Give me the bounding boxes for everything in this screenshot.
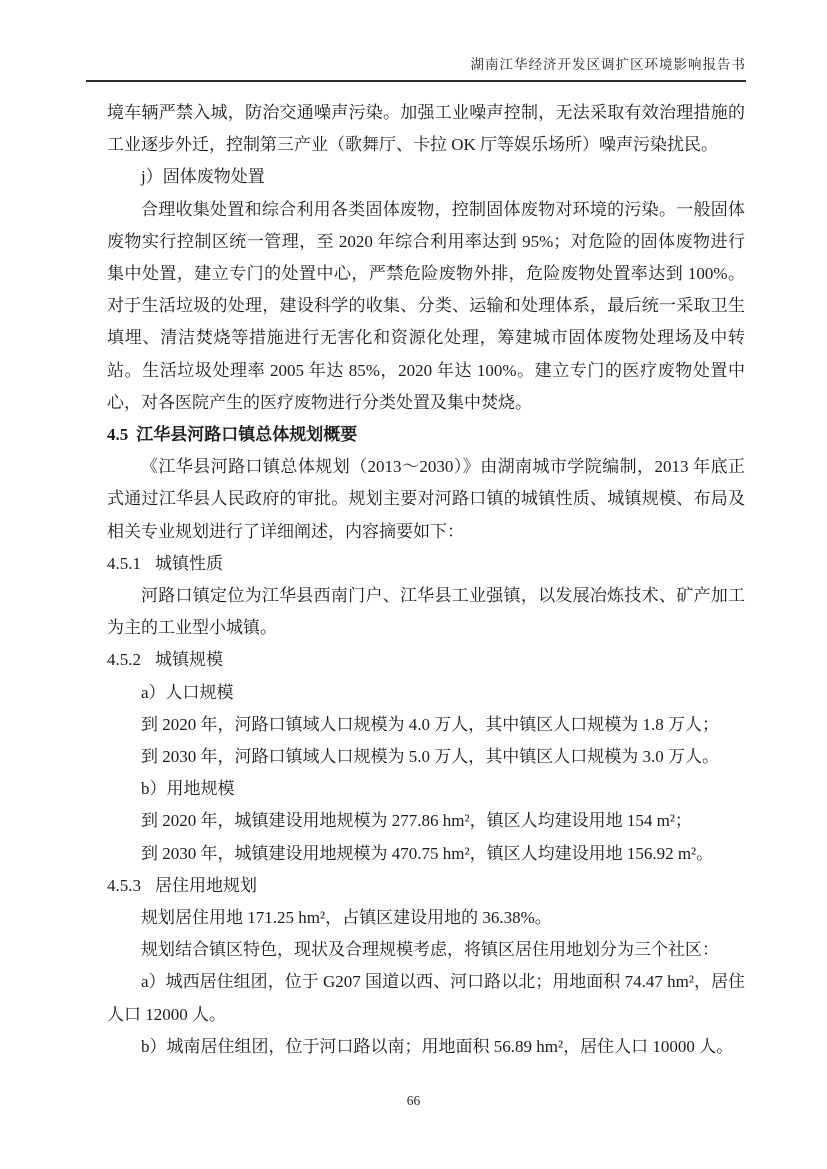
paragraph-land-label: b）用地规模 (141, 779, 235, 799)
section-heading-4-5-1-number: 4.5.1 (107, 553, 141, 573)
section-heading-4-5-3-title: 居住用地规划 (155, 875, 257, 895)
paragraph-population-label: a）人口规模 (141, 682, 234, 702)
page-header (86, 55, 746, 82)
section-heading-4-5-2 (107, 644, 745, 676)
paragraph-solid-waste-label: j）固体废物处置 (141, 167, 265, 187)
paragraph-town-nature: 河路口镇定位为江华县西南门户、江华县工业强镇，以发展冶炼技术、矿产加工为主的工业型小城镇。 (107, 586, 745, 638)
section-heading-4-5-1 (107, 548, 745, 580)
section-heading-4-5-1-title: 城镇性质 (155, 553, 223, 573)
paragraph-residential-land: 规划居住用地 171.25 hm²，占镇区建设用地的 36.38%。 (141, 908, 552, 928)
running-header-title: 湖南江华经济开发区调扩区环境影响报告书 (470, 57, 746, 72)
header-rule (86, 80, 746, 82)
paragraph-communities-intro: 规划结合镇区特色，现状及合理规模考虑，将镇区居住用地划分为三个社区： (141, 940, 719, 960)
paragraph-land-2020: 到 2020 年，城镇建设用地规模为 277.86 hm²，镇区人均建设用地 154 m²； (141, 811, 692, 831)
document-body (107, 97, 745, 1063)
page-footer (0, 1092, 827, 1110)
paragraph-community-west: a）城西居住组团，位于 G207 国道以西、河口路以北；用地面积 74.47 hm²，居住人口 12000 人。 (107, 972, 745, 1024)
section-heading-4-5-number: 4.5 (107, 425, 129, 445)
paragraph-noise-control: 境车辆严禁入城，防治交通噪声污染。加强工业噪声控制，无法采取有效治理措施的工业逐步外迁，控制第三产业（歌舞厅、卡拉 OK 厅等娱乐场所）噪声污染扰民。 (107, 103, 745, 155)
paragraph-population-2020: 到 2020 年，河路口镇域人口规模为 4.0 万人，其中镇区人口规模为 1.8 万人； (141, 714, 719, 734)
paragraph-population-2030: 到 2030 年，河路口镇域人口规模为 5.0 万人，其中镇区人口规模为 3.0 万人。 (141, 747, 719, 767)
section-heading-4-5 (107, 419, 745, 451)
paragraph-solid-waste-body: 合理收集处置和综合利用各类固体废物，控制固体废物对环境的污染。一般固体废物实行控制区统一管理，至 2020 年综合利用率达到 95%；对危险的固体废物进行集中处置，建立专门的处置中心，严禁危险废物外排，危险废物处置率达到 100%。对于生活垃圾的处理，建设科学的收集、分类、运输和处理体系，最后统一采取卫生填埋、清洁焚烧等措施进行无害化和资源化处理，筹建城市固体废物处理场及中转站。生活垃圾处理率 2005 年达 85%，2020 年达 100%。建立专门的医疗废物处置中心，对各医院产生的医疗废物进行分类处置及集中焚烧。 (107, 199, 745, 412)
section-heading-4-5-title: 江华县河路口镇总体规划概要 (136, 425, 358, 445)
paragraph-plan-intro: 《江华县河路口镇总体规划（2013～2030）》由湖南城市学院编制，2013 年底正式通过江华县人民政府的审批。规划主要对河路口镇的城镇性质、城镇规模、布局及相关专业规划进行了详细阐述，内容摘要如下： (107, 457, 745, 541)
section-heading-4-5-3 (107, 870, 745, 902)
section-heading-4-5-2-number: 4.5.2 (107, 650, 141, 670)
page-number: 66 (406, 1093, 421, 1108)
section-heading-4-5-3-number: 4.5.3 (107, 875, 141, 895)
paragraph-community-south: b）城南居住组团，位于河口路以南；用地面积 56.89 hm²，居住人口 10000 人。 (141, 1036, 734, 1056)
section-heading-4-5-2-title: 城镇规模 (155, 650, 223, 670)
paragraph-land-2030: 到 2030 年，城镇建设用地规模为 470.75 hm²，镇区人均建设用地 156.92 m²。 (141, 843, 714, 863)
